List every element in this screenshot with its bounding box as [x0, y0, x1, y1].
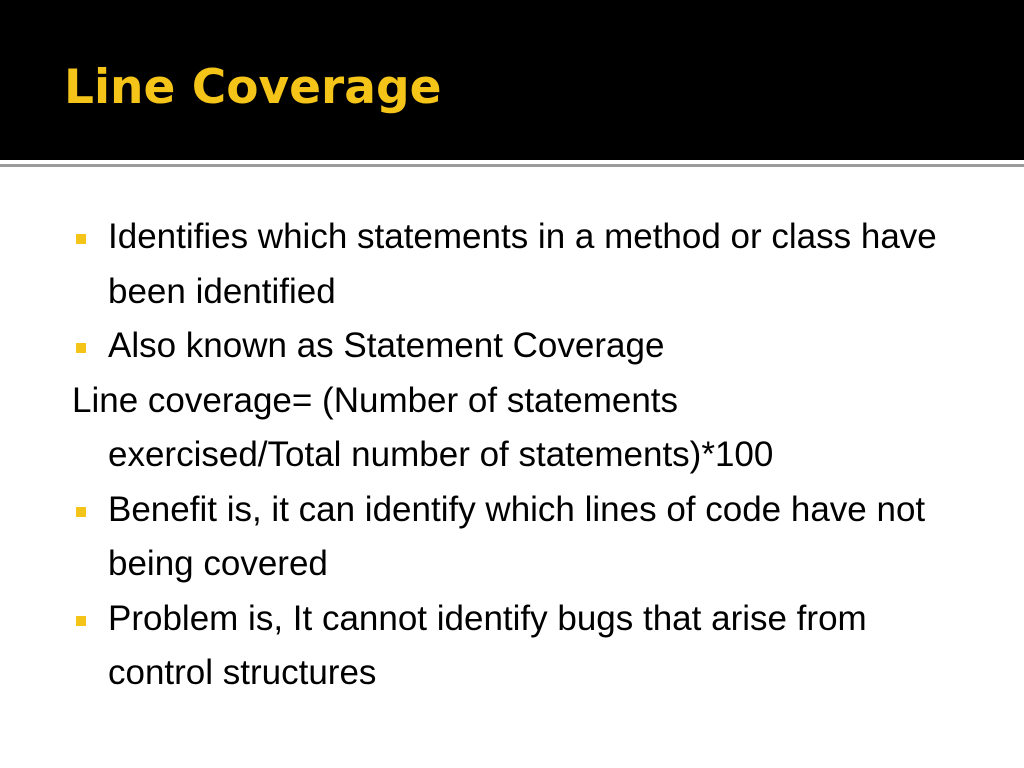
list-item-text: Benefit is, it can identify which lines of code have not being covered: [108, 489, 926, 583]
formula-item: [72, 374, 972, 483]
slide-title: Line Coverage: [64, 60, 442, 115]
bullet-icon: [76, 234, 86, 244]
bullet-icon: [76, 343, 86, 353]
list-item: [72, 483, 972, 592]
bullet-list: [72, 210, 972, 701]
formula-text-first-line: Line coverage= (Number of statements: [72, 380, 679, 420]
bullet-icon: [76, 616, 86, 626]
bullet-icon: [76, 507, 86, 517]
list-item-text: Also known as Statement Coverage: [108, 326, 665, 365]
list-item-text: Problem is, It cannot identify bugs that arise from control structures: [108, 598, 867, 692]
formula-text-continuation: exercised/Total number of statements)*100: [108, 435, 774, 474]
title-divider: [0, 164, 1024, 167]
list-item: [72, 319, 972, 374]
title-bar: [0, 0, 1024, 160]
list-item: [72, 592, 972, 701]
list-item-text: Identifies which statements in a method or class have been identified: [108, 217, 937, 311]
list-item: [72, 210, 972, 319]
